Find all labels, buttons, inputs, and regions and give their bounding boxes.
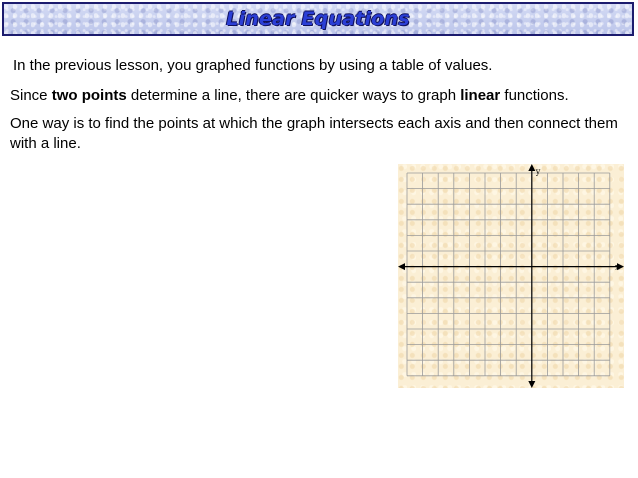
title-bar <box>2 2 634 36</box>
paragraph-intercepts: One way is to find the points at which the graph intersects each axis and then connect them with a line. <box>10 115 618 152</box>
paragraph-text: determine a line, there are quicker ways to graph <box>126 87 461 104</box>
axes <box>398 164 624 388</box>
coordinate-grid-panel <box>398 164 624 388</box>
y-axis-arrow-down <box>528 381 535 388</box>
paragraph-previous-lesson: In the previous lesson, you graphed functions by using a table of values. <box>13 57 493 74</box>
paragraph-text: functions. <box>500 87 569 104</box>
grid-lines <box>407 173 610 376</box>
paragraph-text: Since <box>10 87 52 104</box>
x-axis-arrow-left <box>398 263 405 270</box>
paragraph-two-points <box>10 86 569 106</box>
bold-two-points: two points <box>51 87 127 104</box>
bold-linear: linear <box>460 87 501 104</box>
y-axis-arrow-up <box>528 164 535 171</box>
page-title: Linear Equations <box>226 8 410 30</box>
x-axis-label: x <box>615 262 620 272</box>
y-axis-label: y <box>535 167 541 176</box>
coordinate-grid <box>398 164 624 388</box>
